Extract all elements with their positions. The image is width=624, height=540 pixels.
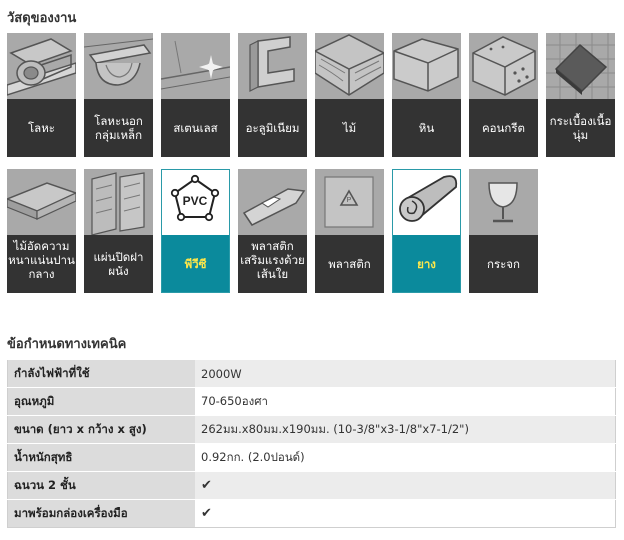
table-row [8,360,616,388]
material-label: โลหะนอกกลุ่มเหล็ก [84,99,153,157]
metal-icon [7,33,76,99]
pvc-icon-text: PVC [182,194,208,208]
material-label: โลหะ [7,99,76,157]
spec-value: 70-650องศา [195,388,616,416]
material-tile-mdf-board[interactable] [7,169,76,293]
material-tile-soft-tile[interactable] [546,33,615,157]
table-row [8,472,616,500]
material-tile-stone[interactable] [392,33,461,157]
spec-value: 2000W [195,360,616,388]
material-tile-stainless-steel[interactable] [161,33,230,157]
rubber-icon [392,169,461,235]
wood-icon [315,33,384,99]
material-label: แผ่นปิดฝาผนัง [84,235,153,293]
material-tile-aluminium[interactable] [238,33,307,157]
mdf-board-icon [7,169,76,235]
material-label: หิน [392,99,461,157]
aluminium-icon [238,33,307,99]
material-tile-non-ferrous-metal[interactable] [84,33,153,157]
non-ferrous-metal-icon [84,33,153,99]
plastic-icon [315,169,384,235]
material-label: ไม้ [315,99,384,157]
material-label: กระจก [469,235,538,293]
specs-title: ข้อกำหนดทางเทคนิค [7,337,127,352]
material-tile-wood[interactable] [315,33,384,157]
material-tile-pvc[interactable] [161,169,230,293]
materials-title: วัสดุของงาน [7,11,77,26]
table-row [8,388,616,416]
material-tile-wall-panel[interactable] [84,169,153,293]
pvc-icon [161,169,230,235]
material-tile-fiber-reinforced-plastic[interactable] [238,169,307,293]
material-tile-metal[interactable] [7,33,76,157]
material-label: สเตนเลส [161,99,230,157]
material-label: พลาสติก [315,235,384,293]
spec-key: มาพร้อมกล่องเครื่องมือ [8,500,196,528]
concrete-icon [469,33,538,99]
specs-table [7,359,616,528]
material-tile-glass[interactable] [469,169,538,293]
wall-panel-icon [84,169,153,235]
material-label: ยาง [392,235,461,293]
fiber-reinforced-plastic-icon [238,169,307,235]
spec-value: 262มม.x80มม.x190มม. (10-3/8"x3-1/8"x7-1/2") [195,416,616,444]
stainless-steel-icon [161,33,230,99]
spec-key: อุณหภูมิ [8,388,196,416]
material-label: อะลูมิเนียม [238,99,307,157]
table-row [8,444,616,472]
material-tile-plastic[interactable] [315,169,384,293]
soft-tile-icon [546,33,615,99]
material-label: พลาสติกเสริมแรงด้วยเส้นใย [238,235,307,293]
spec-key: น้ำหนักสุทธิ [8,444,196,472]
material-label: กระเบื้องเนื้อนุ่ม [546,99,615,157]
table-row [8,416,616,444]
check-icon: ✔ [195,472,616,500]
glass-icon [469,169,538,235]
table-row [8,500,616,528]
spec-key: ฉนวน 2 ชั้น [8,472,196,500]
material-tile-rubber[interactable] [392,169,461,293]
spec-key: ขนาด (ยาว x กว้าง x สูง) [8,416,196,444]
material-label: ไม้อัดความหนาแน่นปานกลาง [7,235,76,293]
material-tile-concrete[interactable] [469,33,538,157]
check-icon: ✔ [195,500,616,528]
svg-text:P: P [346,197,352,204]
spec-key: กำลังไฟฟ้าที่ใช้ [8,360,196,388]
material-label: พีวีซี [161,235,230,293]
stone-icon [392,33,461,99]
material-label: คอนกรีต [469,99,538,157]
spec-value: 0.92กก. (2.0ปอนด์) [195,444,616,472]
